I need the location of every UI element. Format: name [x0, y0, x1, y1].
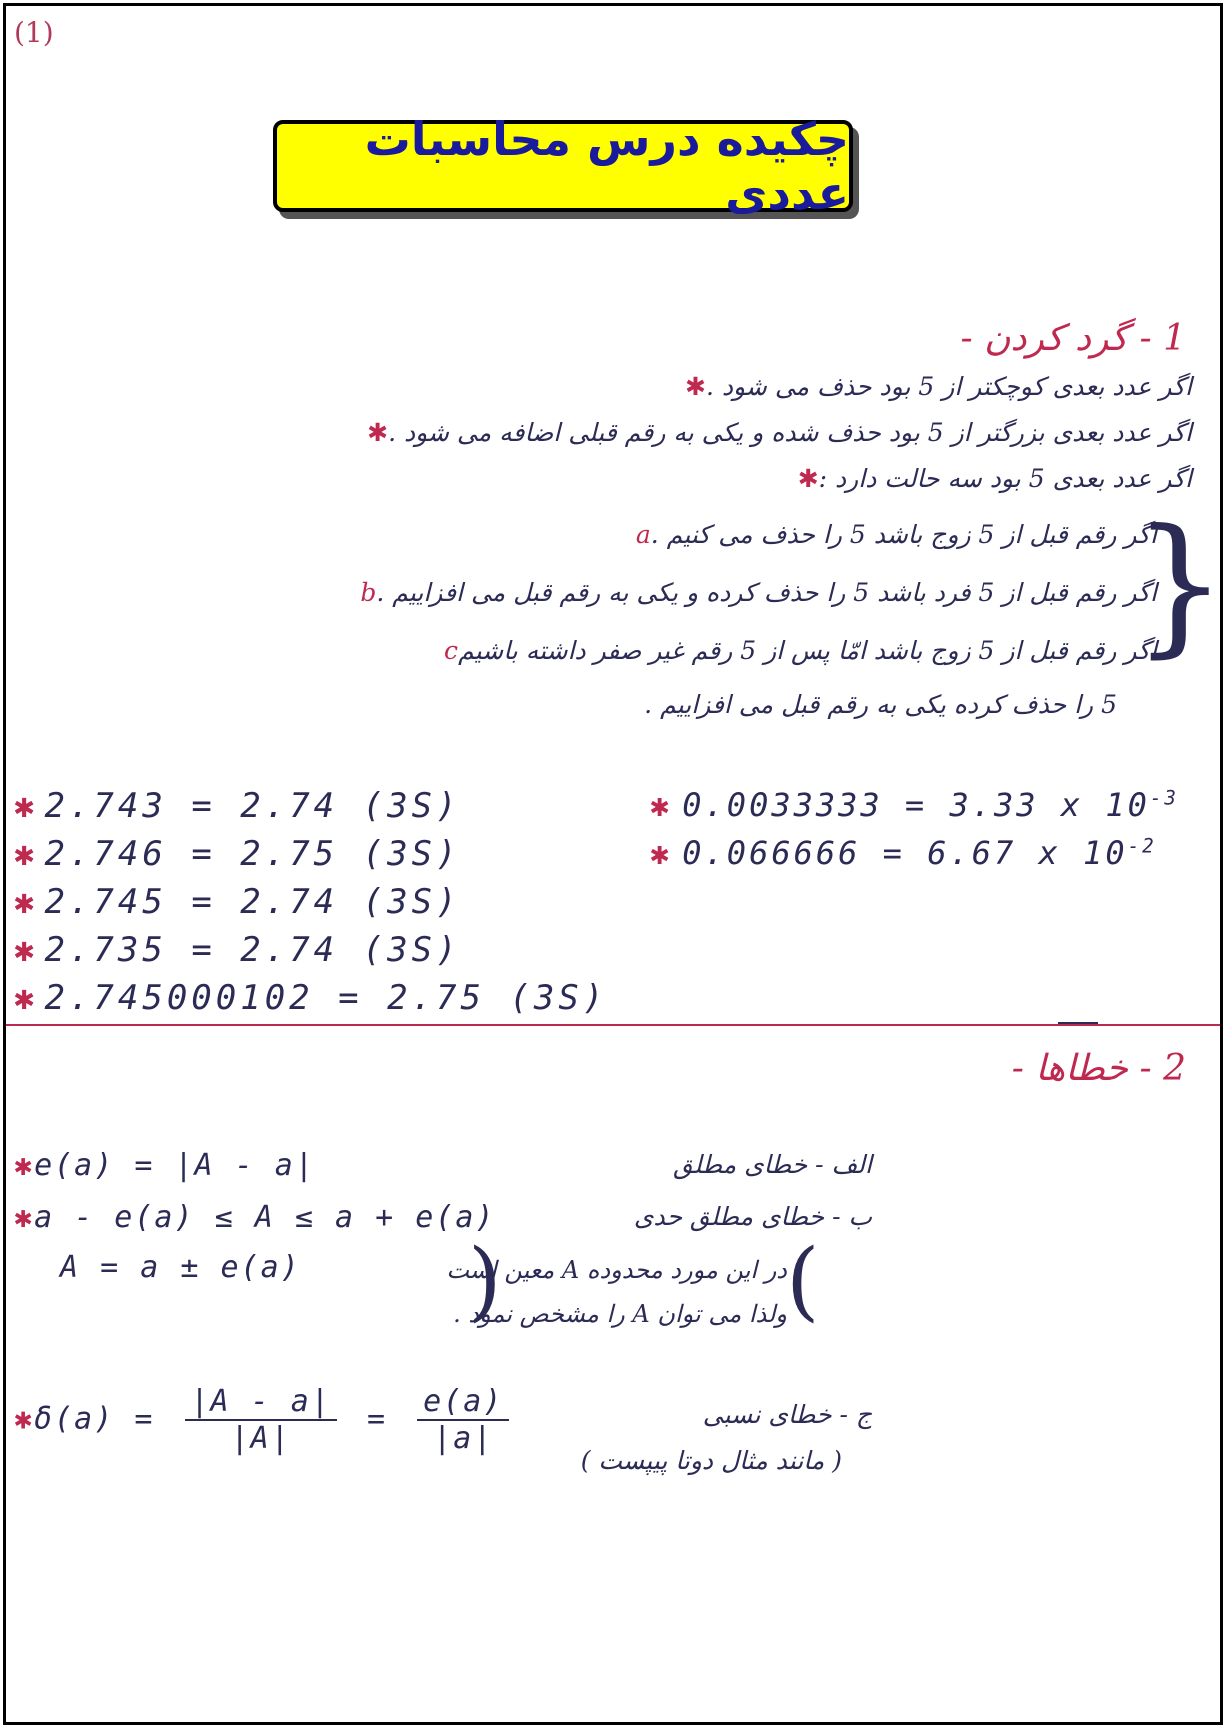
example-note: (3S): [362, 786, 461, 826]
fraction-2: [417, 1384, 509, 1456]
example-rhs: 2.75: [240, 834, 339, 874]
example-rhs: 2.74: [240, 930, 339, 970]
star-icon: ✱: [797, 464, 819, 493]
case-a-letter: a: [635, 520, 651, 549]
case-c: [434, 636, 1157, 665]
sci-example-row: ✱ 0.066666 = 6.67 x $10^{-2}$: [650, 834, 1157, 872]
close-paren: ): [468, 1231, 502, 1331]
label-relative-error: ج - خطای نسبی: [702, 1400, 872, 1429]
example-row: ✱ 2.743 = 2.74 (3S): [14, 786, 461, 826]
star-icon: ✱: [14, 834, 39, 874]
star-icon: ✱: [650, 834, 673, 872]
example-rhs: 2.74: [240, 786, 339, 826]
open-paren: (: [786, 1231, 820, 1331]
example-row: ✱ 2.745000102 = 2.75 (3S): [14, 978, 608, 1018]
case-a-text: اگر رقم قبل از 5 زوج باشد 5 را حذف می کنیم .: [650, 520, 1157, 549]
page-number: (1): [14, 16, 54, 49]
title-box: [273, 112, 853, 220]
star-icon: ✱: [14, 1148, 35, 1183]
case-c-letter: c: [444, 636, 459, 665]
curly-brace: }: [1132, 498, 1228, 672]
case-c-text: اگر رقم قبل از 5 زوج باشد امّا پس از 5 رقم غیر صفر داشته باشیم: [458, 636, 1157, 665]
case-b-letter: b: [360, 578, 377, 607]
section2-heading: 2 - خطاها -: [1011, 1048, 1186, 1089]
example-note: (3S): [509, 978, 608, 1018]
example-note: (3S): [362, 834, 461, 874]
sci-exponent: -3: [1149, 786, 1179, 810]
sci-mantissa: 6.67: [927, 834, 1017, 872]
note-line-2: ولذا می توان A را مشخص نمود .: [453, 1300, 787, 1328]
rule-2: [353, 418, 1192, 447]
example-rhs: 2.75: [387, 978, 485, 1018]
star-icon: ✱: [650, 786, 673, 824]
example-lhs: 2.735: [44, 930, 167, 970]
section1-heading: 1 - گرد کردن -: [960, 318, 1186, 359]
rule-3: [784, 464, 1192, 493]
fraction-1-num: |A - a|: [185, 1384, 337, 1421]
divider-mark: [1058, 1022, 1098, 1024]
rule-1: [671, 372, 1192, 401]
formula-range: A = a ± e(a): [60, 1250, 301, 1285]
rule-1-text: اگر عدد بعدی کوچکتر از 5 بود حذف می شود .: [705, 372, 1192, 401]
case-b: [350, 578, 1157, 607]
formula-bound: [14, 1200, 495, 1235]
rule-3-text: اگر عدد بعدی 5 بود سه حالت دارد :: [818, 464, 1192, 493]
formula-absolute-error: [14, 1148, 315, 1183]
star-icon: ✱: [14, 1200, 35, 1235]
star-icon: ✱: [367, 418, 389, 447]
fraction-2-den: |a|: [433, 1421, 494, 1456]
formula-text: a - e(a) ≤ A ≤ a + e(a): [34, 1200, 496, 1235]
sci-lhs: 0.0033333: [682, 786, 883, 824]
example-row: ✱ 2.735 = 2.74 (3S): [14, 930, 461, 970]
formula-text: e(a) = |A - a|: [34, 1148, 315, 1183]
case-a: [626, 520, 1157, 549]
sci-mantissa: 3.33: [949, 786, 1039, 824]
fraction-2-num: e(a): [417, 1384, 509, 1421]
star-icon: ✱: [14, 1401, 35, 1437]
relative-sub-note: ( مانند مثال دوتا پیپست ): [580, 1446, 842, 1475]
star-icon: ✱: [14, 930, 39, 970]
example-lhs: 2.746: [44, 834, 167, 874]
case-c-continued: 5 را حذف کرده یکی به رقم قبل می افزاییم .: [644, 690, 1117, 719]
star-icon: ✱: [14, 882, 39, 922]
example-lhs: 2.745000102: [44, 978, 314, 1018]
fraction-1: [185, 1384, 337, 1456]
star-icon: ✱: [14, 978, 39, 1018]
star-icon: ✱: [14, 786, 39, 826]
star-icon: ✱: [685, 372, 706, 401]
label-absolute-error: الف - خطای مطلق: [673, 1150, 872, 1179]
sci-lhs: 0.066666: [682, 834, 861, 872]
example-note: (3S): [362, 882, 461, 922]
section-divider: [6, 1024, 1220, 1026]
page-title: چکیده درس محاسبات عددی: [364, 112, 849, 220]
example-lhs: 2.745: [44, 882, 167, 922]
example-rhs: 2.74: [240, 882, 339, 922]
sci-exponent: -2: [1127, 834, 1157, 858]
example-lhs: 2.743: [44, 786, 167, 826]
example-row: ✱ 2.745 = 2.74 (3S): [14, 882, 461, 922]
rule-2-text: اگر عدد بعدی بزرگتر از 5 بود حذف شده و یکی به رقم قبلی اضافه می شود .: [388, 418, 1192, 447]
relative-lhs: δ(a) =: [34, 1401, 155, 1437]
example-note: (3S): [362, 930, 461, 970]
sci-example-row: ✱ 0.0033333 = 3.33 x $10^{-3}$: [650, 786, 1179, 824]
formula-relative-error: [14, 1384, 519, 1456]
note-line-1: در این مورد محدوده A معین است: [446, 1256, 787, 1284]
label-absolute-error-bound: ب - خطای مطلق حدی: [633, 1202, 872, 1231]
relative-eq: =: [367, 1401, 388, 1437]
fraction-1-den: |A|: [230, 1421, 291, 1456]
example-row: ✱ 2.746 = 2.75 (3S): [14, 834, 461, 874]
case-b-text: اگر رقم قبل از 5 فرد باشد 5 را حذف کرده و یکی به رقم قبل می افزاییم .: [376, 578, 1157, 607]
